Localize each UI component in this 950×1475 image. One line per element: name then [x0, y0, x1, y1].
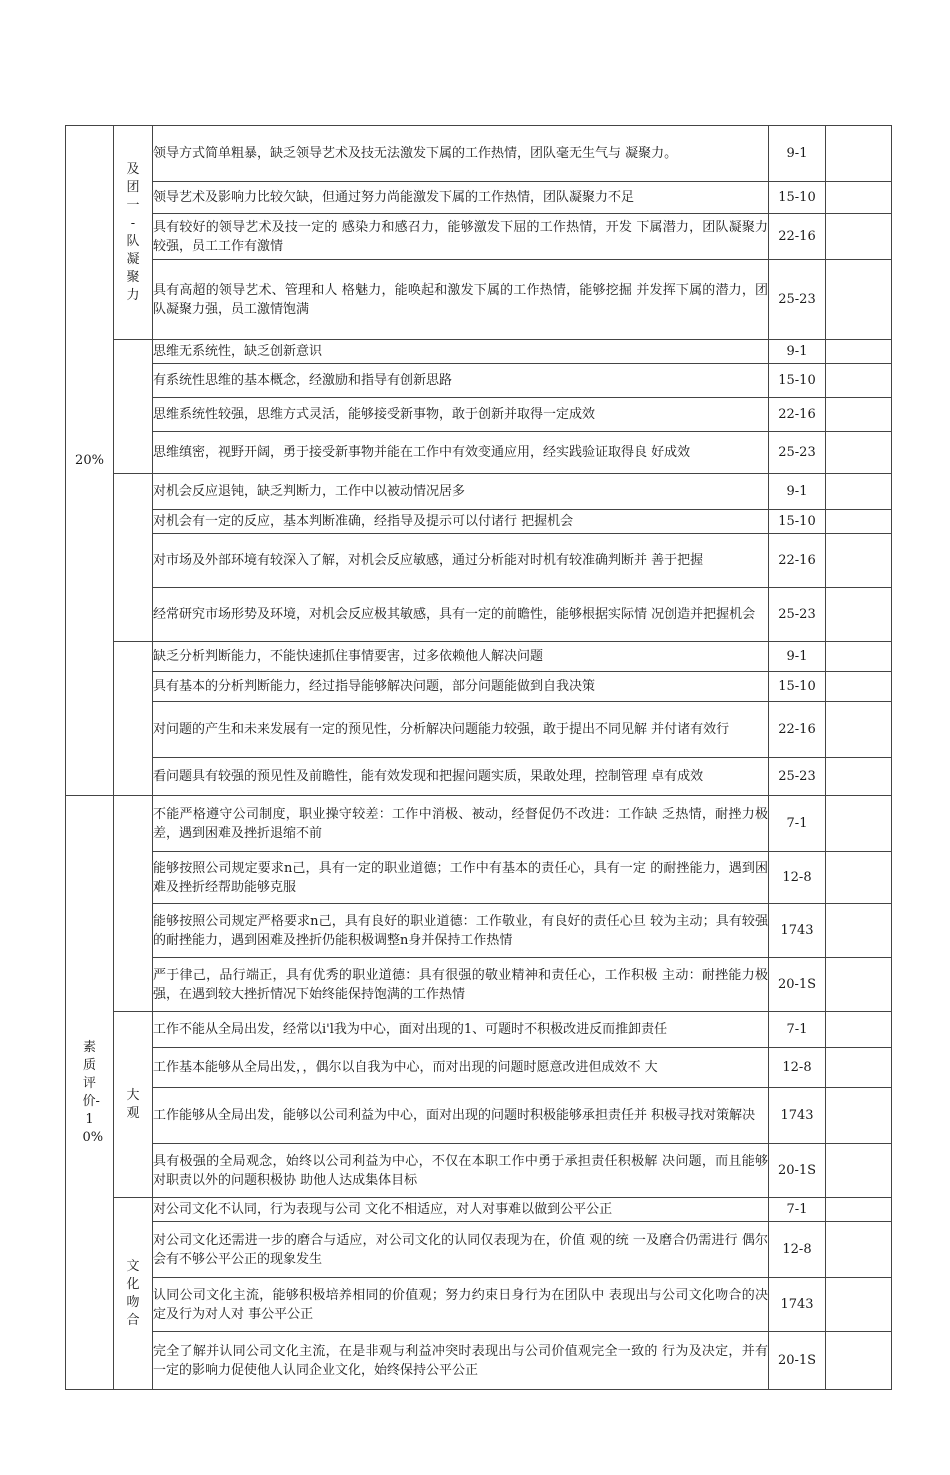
score-range: 25-23: [769, 758, 826, 796]
criteria-desc: 严于律己，品行端正，具有优秀的职业道德：具有很强的敬业精神和责任心，工作积极 主动：耐挫能力极强，在遇到较大挫折情况下始终能保持饱满的工作热情: [153, 958, 769, 1012]
score-entry-cell[interactable]: [826, 510, 892, 534]
criteria-desc: 具有高超的领导艺术、管理和人 格魅力，能唤起和激发下属的工作热情，能够挖掘 并发挥下属的潜力，团队凝聚力强，员工激情饱满: [153, 260, 769, 340]
criteria-desc: 领导艺术及影响力比较欠缺，但通过努力尚能激发下属的工作热情，团队凝聚力不足: [153, 182, 769, 214]
score-entry-cell[interactable]: [826, 1048, 892, 1088]
score-entry-cell[interactable]: [826, 958, 892, 1012]
score-range: 15-10: [769, 182, 826, 214]
evaluation-table: [65, 125, 892, 1390]
score-range: 1743: [769, 1088, 826, 1144]
criteria-desc: 对公司文化不认同，行为表现与公司 文化不相适应，对人对事难以做到公平公正: [153, 1198, 769, 1222]
score-range: 20-1S: [769, 1332, 826, 1390]
score-entry-cell[interactable]: [826, 364, 892, 398]
criteria-desc: 具有极强的全局观念，始终以公司利益为中心，不仅在本职工作中勇于承担责任积极解 决问题，而且能够对职责以外的问题积极协 助他人达成集体目标: [153, 1144, 769, 1198]
criteria-desc: 能够按照公司规定严格要求n己，具有良好的职业道德：工作敬业，有良好的责任心旦 较为主动；具有较强的耐挫能力，遇到困难及挫折仍能积极调整n身并保持工作热情: [153, 904, 769, 958]
criteria-desc: 对公司文化还需进一步的磨合与适应，对公司文化的认同仅表现为在，价值 观的统 一及磨合仍需进行 偶尔会有不够公平公正的现象发生: [153, 1222, 769, 1278]
criteria-desc: 对机会有一定的反应，基本判断准确，经指导及提示可以付诸行 把握机会: [153, 510, 769, 534]
criteria-desc: 看问题具有较强的预见性及前瞻性，能有效发现和把握问题实质，果敢处理，控制管理 卓有成效: [153, 758, 769, 796]
score-range: 20-1S: [769, 1144, 826, 1198]
item-opportunity: [114, 474, 153, 642]
score-entry-cell[interactable]: [826, 126, 892, 182]
score-range: 9-1: [769, 642, 826, 672]
criteria-desc: 经常研究市场形势及环境，对机会反应极其敏感，具有一定的前瞻性，能够根据实际情 况创造并把握机会: [153, 588, 769, 642]
score-range: 1743: [769, 904, 826, 958]
criteria-desc: 缺乏分析判断能力，不能快速抓住事情要害，过多依赖他人解决问题: [153, 642, 769, 672]
score-entry-cell[interactable]: [826, 214, 892, 260]
score-entry-cell[interactable]: [826, 588, 892, 642]
criteria-desc: 具有较好的领导艺术及技一定的 感染力和感召力，能够激发下屈的工作热情，开发 下属潜力，团队凝聚力较强，员工工作有激情: [153, 214, 769, 260]
score-entry-cell[interactable]: [826, 672, 892, 702]
criteria-desc: 思维系统性较强，思维方式灵活，能够接受新事物，敢于创新并取得一定成效: [153, 398, 769, 432]
criteria-desc: 思维缜密，视野开阔，勇于接受新事物并能在工作中有效变通应用，经实践验证取得良 好成效: [153, 432, 769, 474]
item-professionalism: [114, 796, 153, 1012]
score-range: 7-1: [769, 1012, 826, 1048]
score-entry-cell[interactable]: [826, 1012, 892, 1048]
score-entry-cell[interactable]: [826, 1198, 892, 1222]
score-entry-cell[interactable]: [826, 1278, 892, 1332]
item-thinking: [114, 340, 153, 474]
score-range: 22-16: [769, 534, 826, 588]
score-range: 1743: [769, 1278, 826, 1332]
score-entry-cell[interactable]: [826, 642, 892, 672]
criteria-desc: 思维无系统性，缺乏创新意识: [153, 340, 769, 364]
criteria-desc: 工作能够从全局出发，能够以公司利益为中心，面对出现的问题时积极能够承担责任并 积极寻找对策解决: [153, 1088, 769, 1144]
item-big-picture: 大观: [114, 1012, 153, 1198]
criteria-desc: 有系统性思维的基本概念，经激励和指导有创新思路: [153, 364, 769, 398]
item-analysis: [114, 642, 153, 796]
criteria-desc: 对问题的产生和未来发展有一定的预见性，分析解决问题能力较强，敢于提出不同见解 并付诸有效行: [153, 702, 769, 758]
score-range: 22-16: [769, 398, 826, 432]
score-range: 22-16: [769, 214, 826, 260]
criteria-desc: 完全了解并认同公司文化主流，在是非观与利益冲突时表现出与公司价值观完全一致的 行为及决定，并有一定的影响力促使他人认同企业文化，始终保持公平公正: [153, 1332, 769, 1390]
score-range: 12-8: [769, 1222, 826, 1278]
score-entry-cell[interactable]: [826, 534, 892, 588]
score-entry-cell[interactable]: [826, 1088, 892, 1144]
score-entry-cell[interactable]: [826, 340, 892, 364]
criteria-desc: 能够按照公司规定要求n己，具有一定的职业道德；工作中有基本的责任心，具有一定 的耐挫能力，遇到困难及挫折经帮助能够克服: [153, 852, 769, 904]
criteria-desc: 工作基本能够从全局出发，，偶尔以自我为中心，而对出现的问题时愿意改进但成效不 大: [153, 1048, 769, 1088]
score-range: 25-23: [769, 260, 826, 340]
score-entry-cell[interactable]: [826, 904, 892, 958]
score-entry-cell[interactable]: [826, 432, 892, 474]
score-range: 12-8: [769, 1048, 826, 1088]
score-range: 15-10: [769, 510, 826, 534]
criteria-desc: 认同公司文化主流，能够积极培养相同的价值观；努力约束日身行为在团队中 表现出与公司文化吻合的决定及行为对人对 事公平公正: [153, 1278, 769, 1332]
score-range: 25-23: [769, 432, 826, 474]
criteria-desc: 不能严格遵守公司制度，职业操守较差：工作中消极、被动，经督促仍不改进：工作缺 乏热情，耐挫力极差，遇到困难及挫折退缩不前: [153, 796, 769, 852]
score-entry-cell[interactable]: [826, 182, 892, 214]
score-entry-cell[interactable]: [826, 1332, 892, 1390]
item-leadership: 及团 一 -队凝聚力: [114, 126, 153, 340]
criteria-desc: 对机会反应退钝，缺乏判断力，工作中以被动情况居多: [153, 474, 769, 510]
item-culture-fit: 文化吻合: [114, 1198, 153, 1390]
weight-cell-20: 20%: [66, 126, 114, 796]
score-range: 7-1: [769, 796, 826, 852]
score-entry-cell[interactable]: [826, 852, 892, 904]
score-entry-cell[interactable]: [826, 758, 892, 796]
score-entry-cell[interactable]: [826, 260, 892, 340]
score-entry-cell[interactable]: [826, 474, 892, 510]
score-entry-cell[interactable]: [826, 702, 892, 758]
score-entry-cell[interactable]: [826, 398, 892, 432]
score-range: 12-8: [769, 852, 826, 904]
score-entry-cell[interactable]: [826, 1144, 892, 1198]
criteria-desc: 对市场及外部环境有较深入了解，对机会反应敏感，通过分析能对时机有较准确判断并 善于把握: [153, 534, 769, 588]
score-range: 15-10: [769, 672, 826, 702]
score-range: 20-1S: [769, 958, 826, 1012]
criteria-desc: 工作不能从全局出发，经常以i'l我为中心，面对出现的1、可题时不积极改进反而推卸责任: [153, 1012, 769, 1048]
score-range: 25-23: [769, 588, 826, 642]
criteria-desc: 领导方式简单粗暴，缺乏领导艺术及技无法激发下属的工作热情，团队毫无生气与 凝聚力。: [153, 126, 769, 182]
score-range: 9-1: [769, 474, 826, 510]
score-range: 15-10: [769, 364, 826, 398]
criteria-desc: 具有基本的分析判断能力，经过指导能够解决问题，部分问题能做到自我决策: [153, 672, 769, 702]
score-range: 7-1: [769, 1198, 826, 1222]
score-range: 22-16: [769, 702, 826, 758]
score-entry-cell[interactable]: [826, 796, 892, 852]
score-range: 9-1: [769, 126, 826, 182]
score-entry-cell[interactable]: [826, 1222, 892, 1278]
score-range: 9-1: [769, 340, 826, 364]
weight-cell-quality: 素质评价-10%: [66, 796, 114, 1390]
